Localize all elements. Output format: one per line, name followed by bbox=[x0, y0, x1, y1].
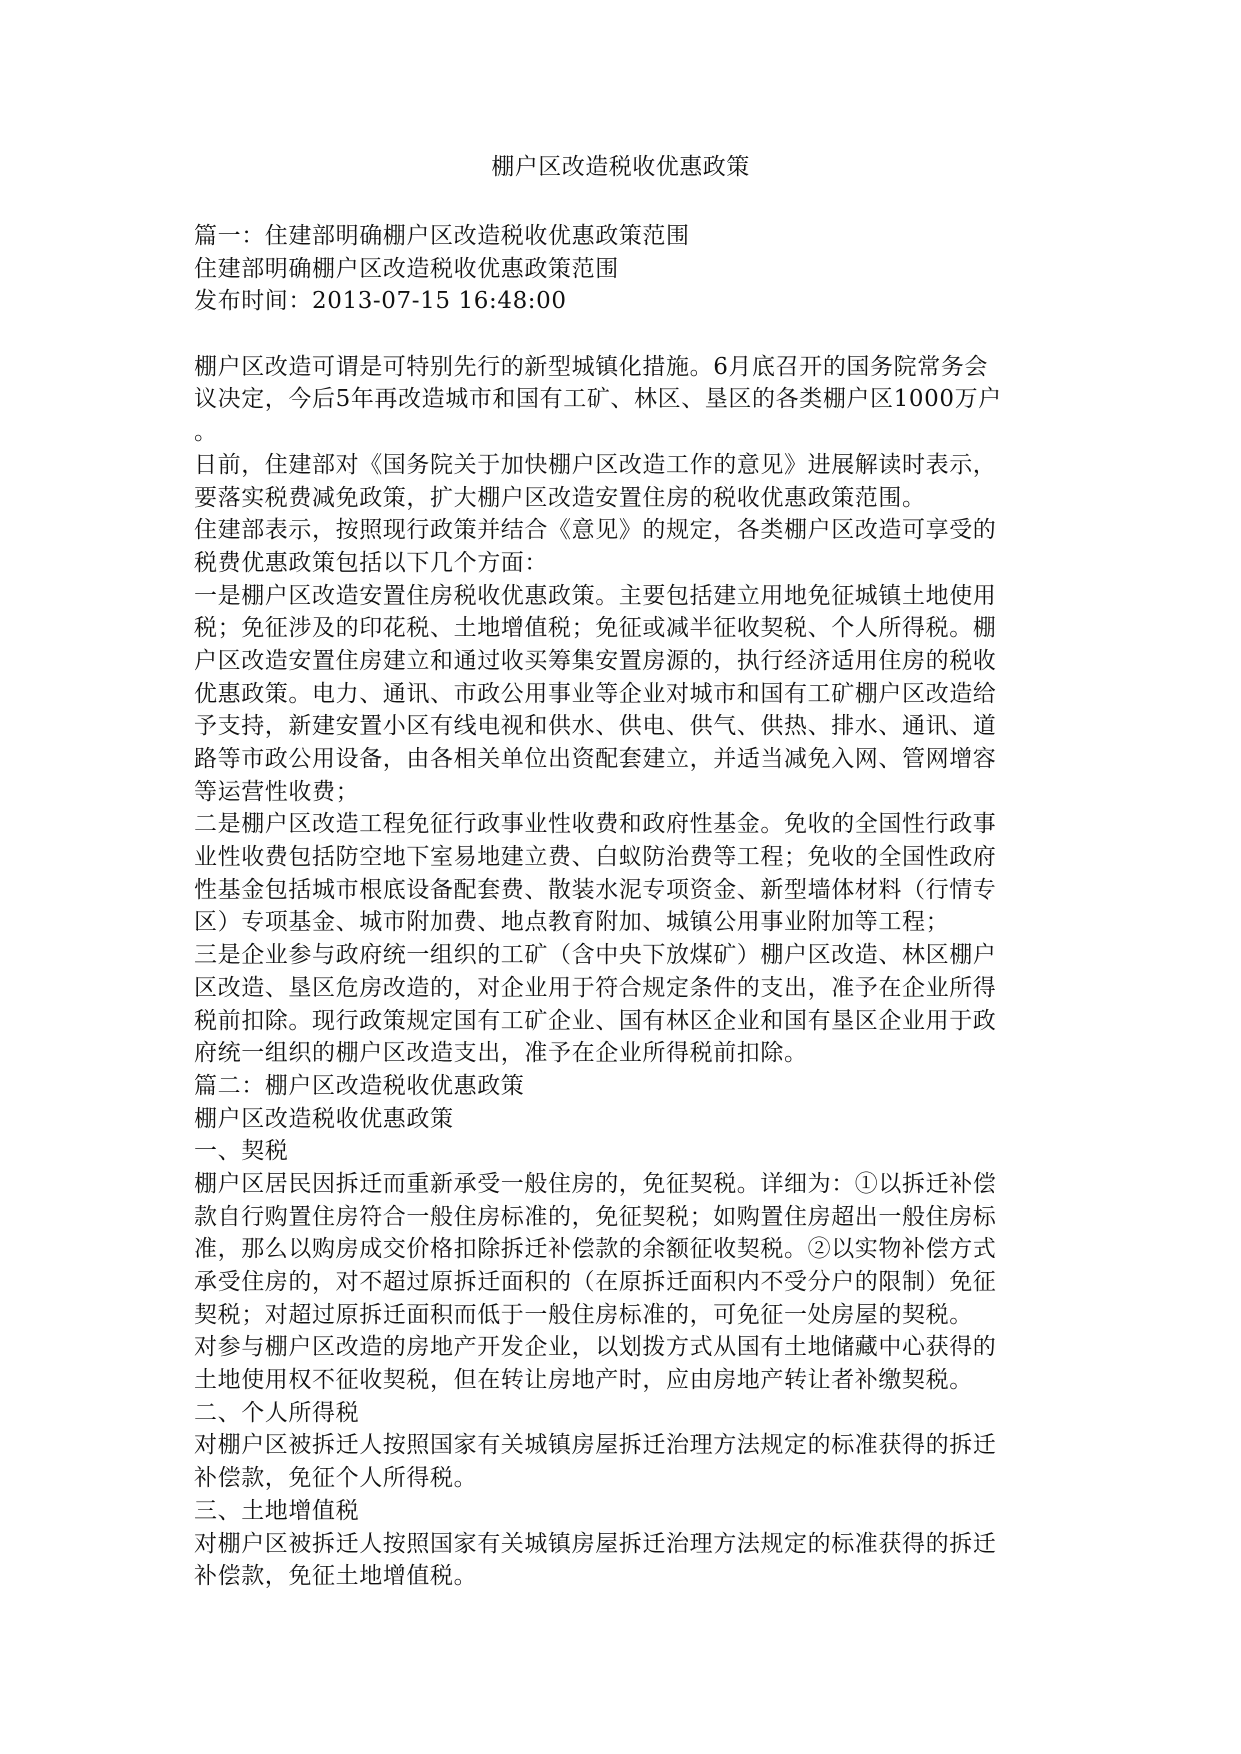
text-line: 等运营性收费； bbox=[194, 778, 360, 805]
text-line: 。 bbox=[194, 419, 218, 446]
text-line: 承受住房的，对不超过原拆迁面积的（在原拆迁面积内不受分户的限制）免征 bbox=[194, 1269, 997, 1295]
text-line: 对参与棚户区改造的房地产开发企业，以划拨方式从国有土地储藏中心获得的 bbox=[194, 1334, 997, 1361]
document-title: 棚户区改造税收优惠政策 bbox=[491, 154, 750, 180]
text-line: 日前，住建部对《国务院关于加快棚户区改造工作的意见》进展解读时表示， bbox=[194, 451, 997, 478]
text-line: 棚户区改造可谓是可特别先行的新型城镇化措施。6月底召开的国务院常务会 bbox=[194, 353, 989, 380]
text-line: 住建部表示，按照现行政策并结合《意见》的规定，各类棚户区改造可享受的 bbox=[194, 517, 997, 544]
text-line: 议决定，今后5年再改造城市和国有工矿、林区、垦区的各类棚户区1000万户 bbox=[194, 386, 1002, 413]
text-line: 款自行购置住房符合一般住房标准的，免征契税；如购置住房超出一般住房标 bbox=[194, 1203, 997, 1230]
text-line: 税前扣除。现行政策规定国有工矿企业、国有林区企业和国有垦区企业用于政 bbox=[194, 1007, 997, 1034]
text-line: 府统一组织的棚户区改造支出，准予在企业所得税前扣除。 bbox=[194, 1040, 808, 1067]
text-line: 对棚户区被拆迁人按照国家有关城镇房屋拆迁治理方法规定的标准获得的拆迁 bbox=[194, 1530, 997, 1557]
text-line: 予支持，新建安置小区有线电视和供水、供电、供气、供热、排水、通讯、道 bbox=[194, 713, 997, 740]
text-line: 性基金包括城市根底设备配套费、散装水泥专项资金、新型墙体材料（行情专 bbox=[194, 876, 997, 903]
article-title: 住建部明确棚户区改造税收优惠政策范围 bbox=[194, 255, 619, 282]
blank-line bbox=[194, 318, 1054, 351]
subsection-heading: 三、土地增值税 bbox=[194, 1497, 360, 1524]
publish-time: 发布时间：2013-07-15 16:48:00 bbox=[194, 288, 567, 315]
subsection-heading: 一、契税 bbox=[194, 1138, 289, 1165]
text-line: 三是企业参与政府统一组织的工矿（含中央下放煤矿）棚户区改造、林区棚户 bbox=[194, 942, 997, 969]
text-line: 区）专项基金、城市附加费、地点教育附加、城镇公用事业附加等工程； bbox=[194, 909, 950, 936]
section-heading: 篇一：住建部明确棚户区改造税收优惠政策范围 bbox=[194, 223, 690, 249]
text-line: 优惠政策。电力、通讯、市政公用事业等企业对城市和国有工矿棚户区改造给 bbox=[194, 680, 997, 707]
text-line: 契税；对超过原拆迁面积而低于一般住房标准的，可免征一处房屋的契税。 bbox=[194, 1301, 973, 1328]
text-line: 户区改造安置住房建立和通过收买筹集安置房源的，执行经济适用住房的税收 bbox=[194, 647, 997, 674]
text-line: 区改造、垦区危房改造的，对企业用于符合规定条件的支出，准予在企业所得 bbox=[194, 974, 997, 1001]
text-line: 棚户区居民因拆迁而重新承受一般住房的，免征契税。详细为：①以拆迁补偿 bbox=[194, 1170, 997, 1197]
subsection-heading: 二、个人所得税 bbox=[194, 1399, 360, 1426]
text-line: 一是棚户区改造安置住房税收优惠政策。主要包括建立用地免征城镇土地使用 bbox=[194, 582, 997, 609]
text-line: 要落实税费减免政策，扩大棚户区改造安置住房的税收优惠政策范围。 bbox=[194, 484, 926, 511]
text-line: 对棚户区被拆迁人按照国家有关城镇房屋拆迁治理方法规定的标准获得的拆迁 bbox=[194, 1432, 997, 1459]
document-body bbox=[194, 220, 1054, 1593]
text-line: 准，那么以购房成交价格扣除拆迁补偿款的余额征收契税。②以实物补偿方式 bbox=[194, 1236, 997, 1263]
text-line: 税；免征涉及的印花税、土地增值税；免征或减半征收契税、个人所得税。棚 bbox=[194, 615, 997, 642]
text-line: 补偿款，免征个人所得税。 bbox=[194, 1465, 478, 1492]
text-line: 业性收费包括防空地下室易地建立费、白蚁防治费等工程；免收的全国性政府 bbox=[194, 844, 997, 871]
text-line: 路等市政公用设备，由各相关单位出资配套建立，并适当减免入网、管网增容 bbox=[194, 746, 997, 772]
text-line: 税费优惠政策包括以下几个方面： bbox=[194, 549, 548, 576]
section-heading: 篇二：棚户区改造税收优惠政策 bbox=[194, 1072, 525, 1099]
article-title: 棚户区改造税收优惠政策 bbox=[194, 1105, 454, 1132]
text-line: 二是棚户区改造工程免征行政事业性收费和政府性基金。免收的全国性行政事 bbox=[194, 811, 997, 838]
text-line: 土地使用权不征收契税，但在转让房地产时，应由房地产转让者补缴契税。 bbox=[194, 1367, 973, 1394]
text-line: 补偿款，免征土地增值税。 bbox=[194, 1563, 478, 1590]
